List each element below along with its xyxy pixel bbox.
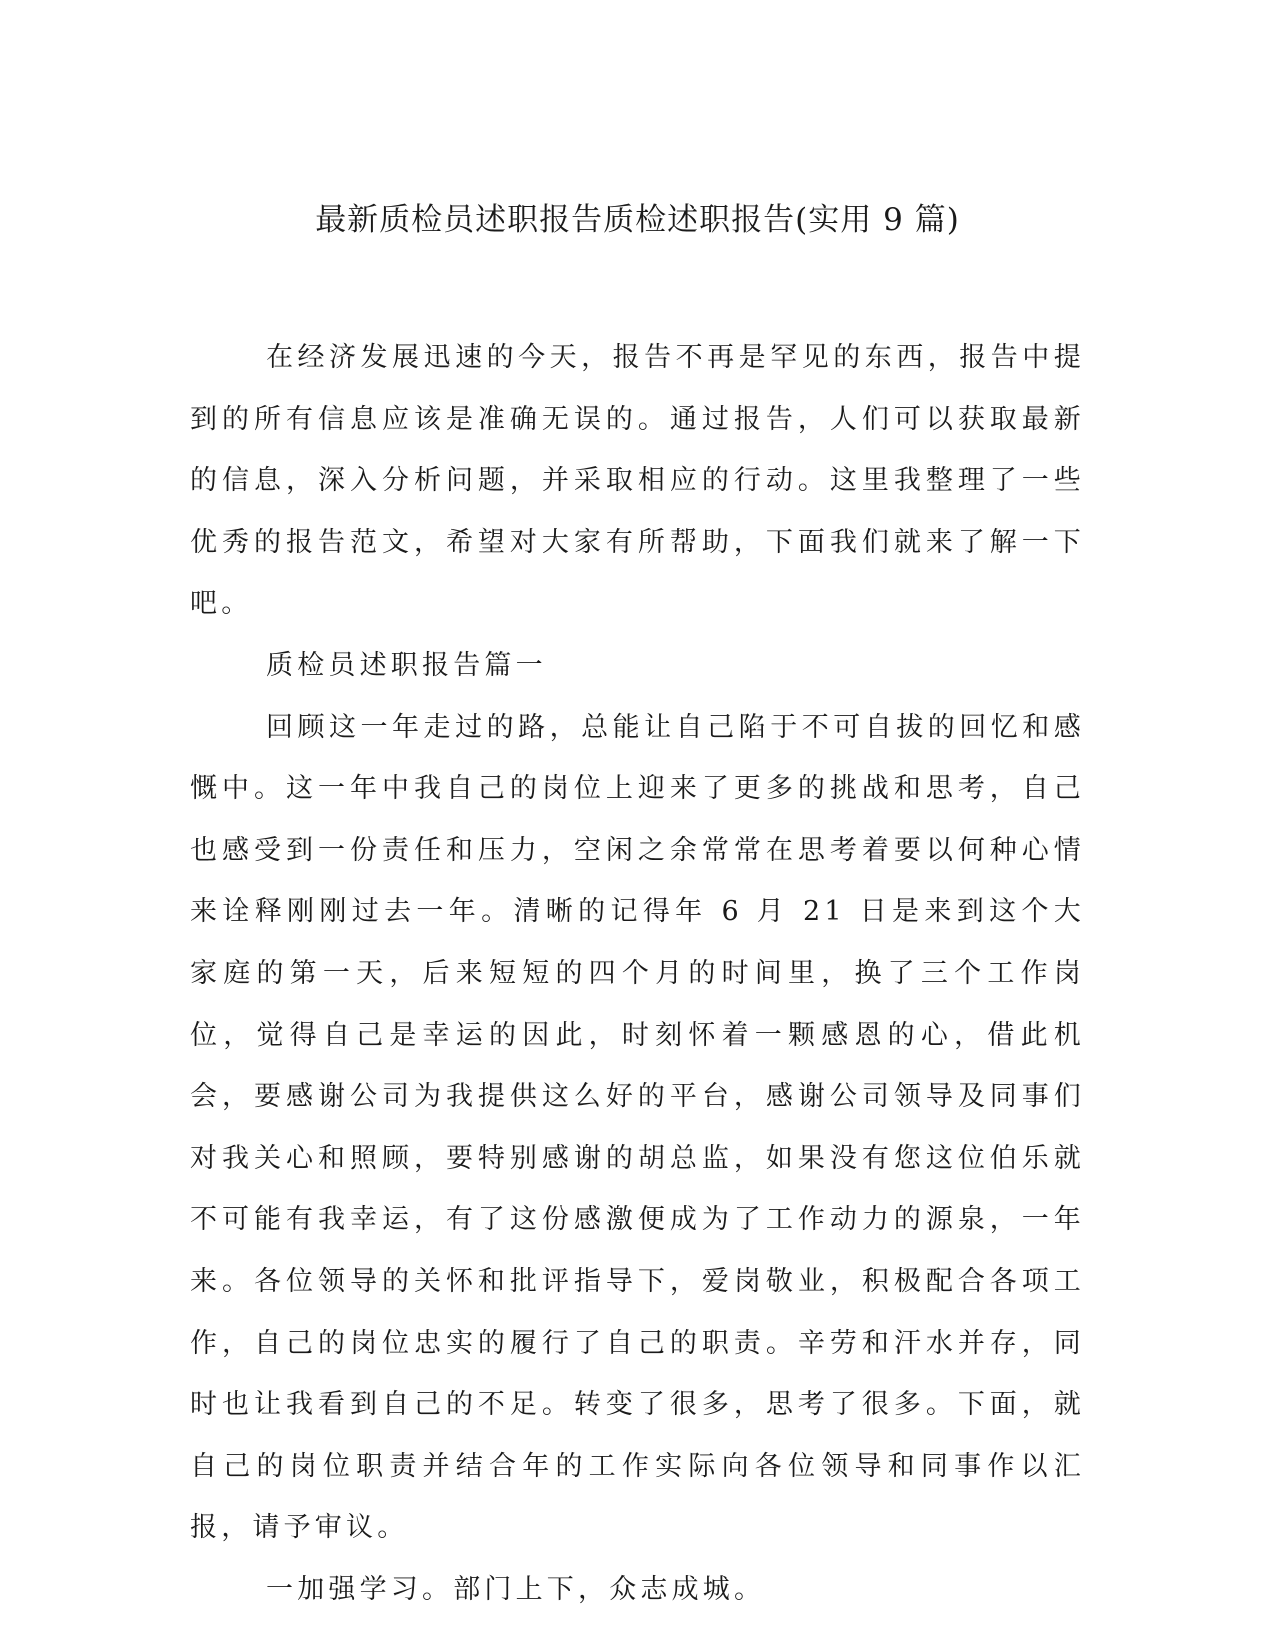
body-paragraph-last: 一加强学习。部门上下，众志成城。 bbox=[266, 1573, 766, 1605]
document-title: 最新质检员述职报告质检述职报告(实用 9 篇) bbox=[315, 202, 960, 238]
body-paragraph: 回顾这一年走过的路，总能让自己陷于不可自拔的回忆和感慨中。这一年中我自己的岗位上迎来了更多的挑战和思考，自己也感受到一份责任和压力，空闲之余常常在思考着要以何种心情来诠释刚刚过去一年。清晰的记得年 6 月 21 日是来到这个大家庭的第一天，后来短短的四个月的时间里，换了三个工作岗位，觉得自己是幸运的因此，时刻怀着一颗感恩的心，借此机会，要感谢公司为我提供这么好的平台，感谢公司领导及同事们对我关心和照顾，要特别感谢的胡总监，如果没有您这位伯乐就不可能有我幸运，有了这份感激便成为了工作动力的源泉，一年来。各位领导的关怀和批评指导下，爱岗敬业，积极配合各项工作，自己的岗位忠实的履行了自己的职责。辛劳和汗水并存，同时也让我看到自己的不足。转变了很多，思考了很多。下面，就自己的岗位职责并结合年的工作实际向各位领导和同事作以汇报，请予审议。 bbox=[190, 711, 1085, 1544]
document-body bbox=[190, 327, 1085, 1620]
intro-paragraph: 在经济发展迅速的今天，报告不再是罕见的东西，报告中提到的所有信息应该是准确无误的。通过报告，人们可以获取最新的信息，深入分析问题，并采取相应的行动。这里我整理了一些优秀的报告范文，希望对大家有所帮助，下面我们就来了解一下吧。 bbox=[190, 342, 1085, 620]
section-heading: 质检员述职报告篇一 bbox=[266, 649, 547, 681]
